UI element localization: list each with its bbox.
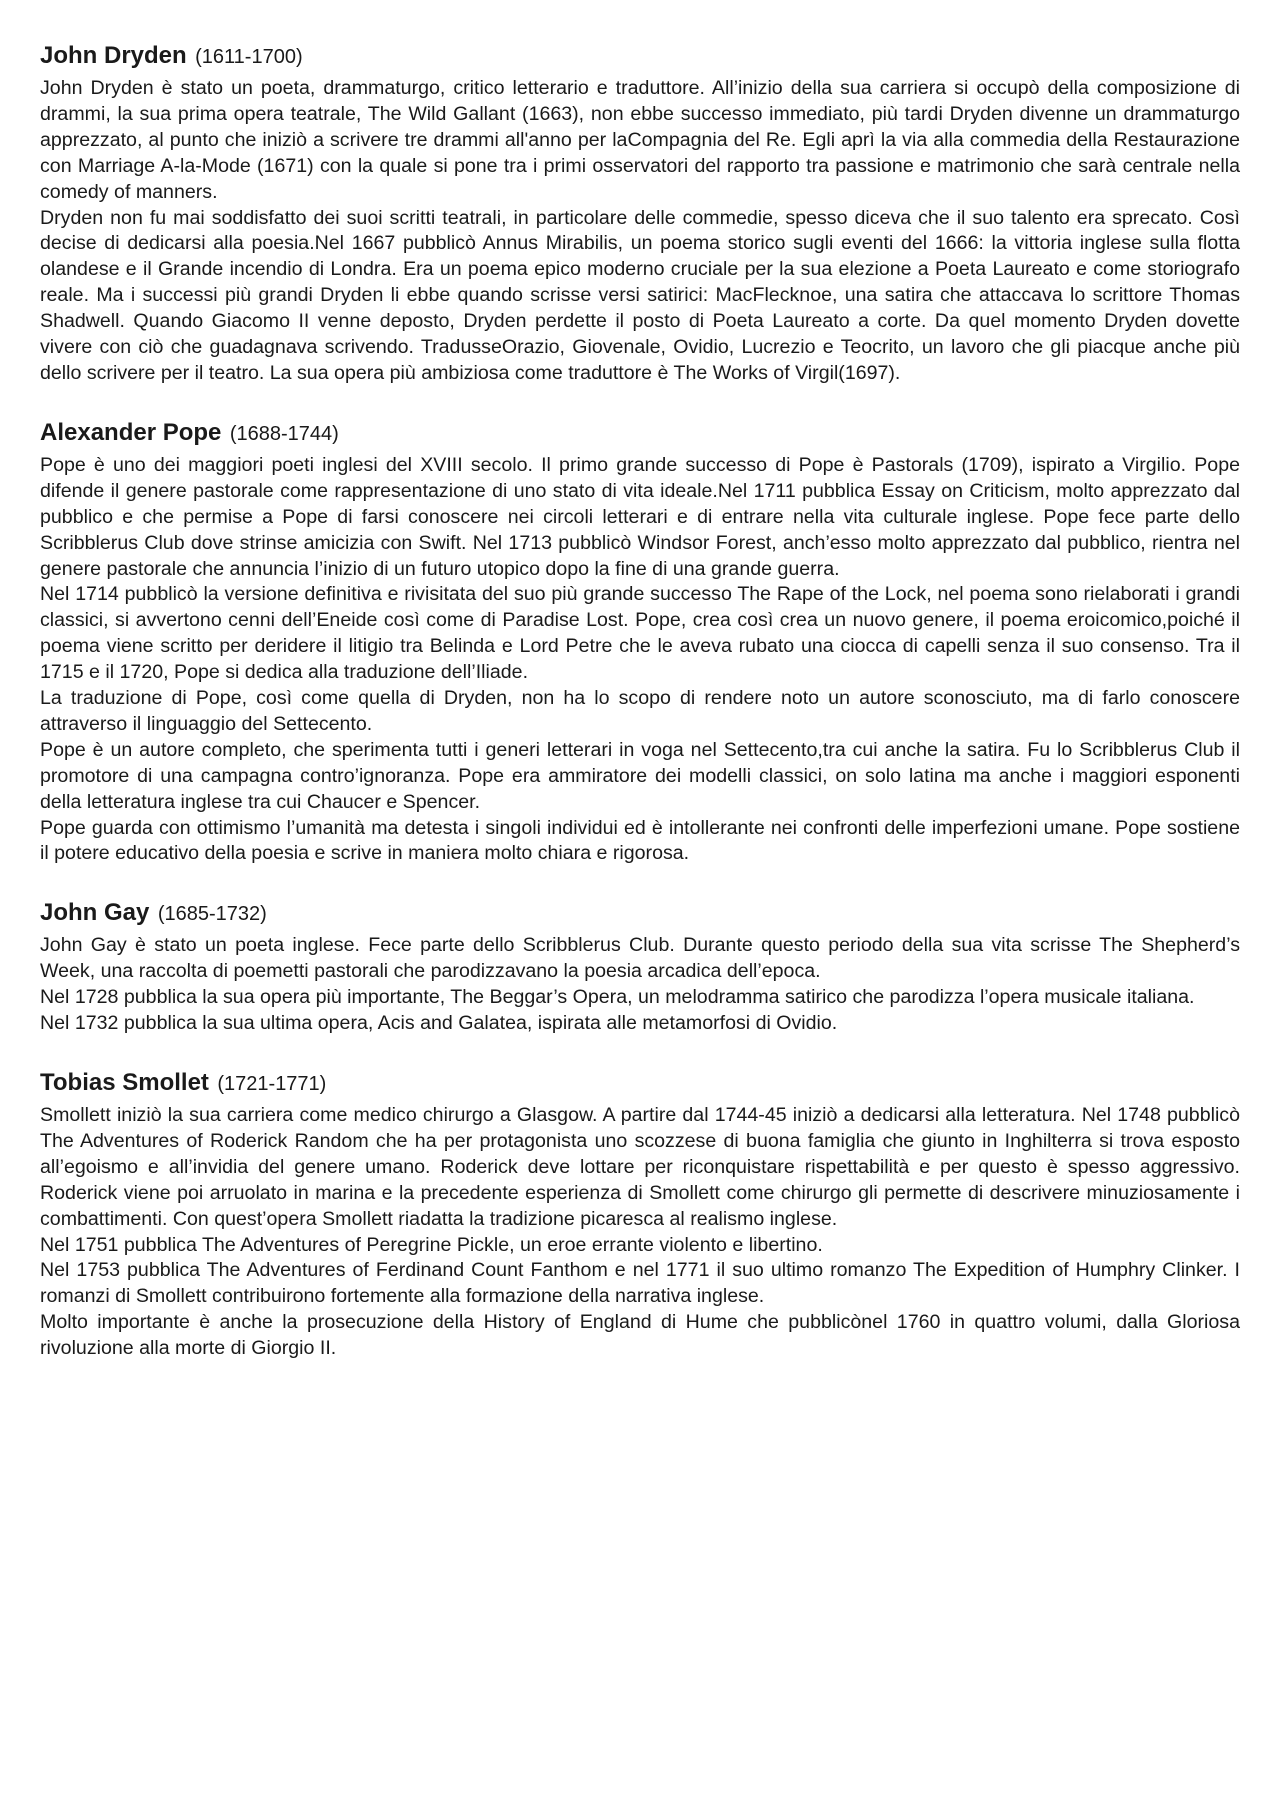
section-heading (40, 899, 1240, 930)
paragraph: Nel 1753 pubblica The Adventures of Ferdinand Count Fanthom e nel 1771 il suo ultimo romanzo The Expedition of Humphry Clinker. I romanzi di Smollett contribuirono fortemente alla formazione della narrativa inglese. (40, 1259, 1240, 1308)
author-name: Alexander Pope (40, 418, 222, 446)
document-page (40, 42, 1240, 1394)
paragraph: Smollett iniziò la sua carriera come medico chirurgo a Glasgow. A partire dal 1744-45 iniziò a dedicarsi alla letteratura. Nel 1748 pubblicò The Adventures of Roderick Random che ha per protagonista uno scozzese di buona famiglia che giunto in Inghilterra si trova esposto all’egoismo e all’invidia del genere umano. Roderick deve lottare per riconquistare rispettabilità e per questo è spesso aggressivo. Roderick viene poi arruolato in marina e la precedente esperienza di Smollett come chirurgo gli permette di descrivere minuziosamente i combattimenti. Con quest’opera Smollett riadatta la tradizione picaresca al realismo inglese. (40, 1104, 1240, 1230)
paragraph: Nel 1728 pubblica la sua opera più importante, The Beggar’s Opera, un melodramma satirico che parodizza l’opera musicale italiana. (40, 986, 1195, 1009)
paragraph: Nel 1714 pubblicò la versione definitiva e rivisitata del suo più grande successo The Rape of the Lock, nel poema sono rielaborati i grandi classici, si avvertono cenni dell’Eneide così come di Paradise Lost. Pope, crea così crea un nuovo genere, il poema eroicomico,poiché il poema viene scritto per deridere il litigio tra Belinda e Lord Petre che le aveva rubato una ciocca di capelli senza il suo consenso. Tra il 1715 e il 1720, Pope si dedica alla traduzione dell’Iliade. (40, 583, 1240, 684)
paragraph: Pope guarda con ottimismo l’umanità ma detesta i singoli individui ed è intollerante nei confronti delle imperfezioni umane. Pope sostiene il potere educativo della poesia e scrive in maniera molto chiara e rigorosa. (40, 816, 1240, 865)
paragraph: John Dryden è stato un poeta, drammaturgo, critico letterario e traduttore. All’inizio della sua carriera si occupò della composizione di drammi, la sua prima opera teatrale, The Wild Gallant (1663), non ebbe successo immediato, più tardi Dryden divenne un drammaturgo apprezzato, al punto che iniziò a scrivere tre drammi all'anno per laCompagnia del Re. Egli aprì la via alla commedia della Restaurazione con Marriage A-la-Mode (1671) con la quale si pone tra i primi osservatori del rapporto tra passione e matrimonio che sarà centrale nella comedy of manners. (40, 77, 1240, 203)
section-heading (40, 1069, 1240, 1100)
paragraph: La traduzione di Pope, così come quella di Dryden, non ha lo scopo di rendere noto un autore sconosciuto, ma di farlo conoscere attraverso il linguaggio del Settecento. (40, 687, 1240, 735)
paragraph: Molto importante è anche la prosecuzione della History of England di Hume che pubblicònel 1760 in quattro volumi, dalla Gloriosa rivoluzione alla morte di Giorgio II. (40, 1311, 1240, 1360)
author-name: John Gay (40, 899, 150, 927)
section-alexander-pope (40, 419, 1240, 868)
author-dates: (1611-1700) (195, 46, 303, 68)
author-dates: (1688-1744) (229, 422, 339, 445)
section-heading (40, 42, 1240, 73)
author-name: John Dryden (40, 42, 187, 69)
paragraph: Nel 1751 pubblica The Adventures of Peregrine Pickle, un eroe errante violento e libertino. (40, 1233, 823, 1256)
author-name: Tobias Smollet (40, 1069, 209, 1096)
author-dates: (1721-1771) (217, 1073, 327, 1095)
author-dates: (1685-1732) (157, 903, 267, 926)
section-john-dryden (40, 42, 1240, 387)
paragraph: Pope è uno dei maggiori poeti inglesi del XVIII secolo. Il primo grande successo di Pope è Pastorals (1709), ispirato a Virgilio. Pope difende il genere pastorale come rappresentazione di uno stato di vita ideale.Nel 1711 pubblica Essay on Criticism, molto apprezzato dal pubblico e che permise a Pope di farsi conoscere nei circoli letterari e di entrare nella vita culturale inglese. Pope fece parte dello Scribblerus Club dove strinse amicizia con Swift. Nel 1713 pubblicò Windsor Forest, anch’esso molto apprezzato dal pubblico, rientra nel genere pastorale che annuncia l’inizio di un futuro utopico dopo la fine di una grande guerra. (40, 453, 1240, 580)
paragraph: Dryden non fu mai soddisfatto dei suoi scritti teatrali, in particolare delle commedie, spesso diceva che il suo talento era sprecato. Così decise di dedicarsi alla poesia.Nel 1667 pubblicò Annus Mirabilis, un poema storico sugli eventi del 1666: la vittoria inglese sulla flotta olandese e il Grande incendio di Londra. Era un poema epico moderno cruciale per la sua elezione a Poeta Laureato e come storiografo reale. Ma i successi più grandi Dryden li ebbe quando scrisse versi satirici: MacFlecknoe, una satira che attaccava lo scrittore Thomas Shadwell. Quando Giacomo II venne deposto, Dryden perdette il posto di Poeta Laureato a corte. Da quel momento Dryden dovette vivere con ciò che guadagnava scrivendo. TradusseOrazio, Giovenale, Ovidio, Lucrezio e Teocrito, un lavoro che gli piacque anche più dello scrivere per il teatro. La sua opera più ambiziosa come traduttore è The Works of Virgil(1697). (40, 206, 1240, 384)
section-john-gay (40, 899, 1240, 1037)
section-heading (40, 419, 1240, 450)
paragraph: John Gay è stato un poeta inglese. Fece parte dello Scribblerus Club. Durante questo periodo della sua vita scrisse The Shepherd’s Week, una raccolta di poemetti pastorali che parodizzavano la poesia arcadica dell’epoca. (40, 934, 1240, 983)
section-tobias-smollet (40, 1069, 1240, 1362)
paragraph: Pope è un autore completo, che sperimenta tutti i generi letterari in voga nel Settecento,tra cui anche la satira. Fu lo Scribblerus Club il promotore di una campagna contro’ignoranza. Pope era ammiratore dei modelli classici, on solo latina ma anche i maggiori esponenti della letteratura inglese tra cui Chaucer e Spencer. (40, 738, 1240, 813)
paragraph: Nel 1732 pubblica la sua ultima opera, Acis and Galatea, ispirata alle metamorfosi di Ovidio. (40, 1012, 838, 1035)
